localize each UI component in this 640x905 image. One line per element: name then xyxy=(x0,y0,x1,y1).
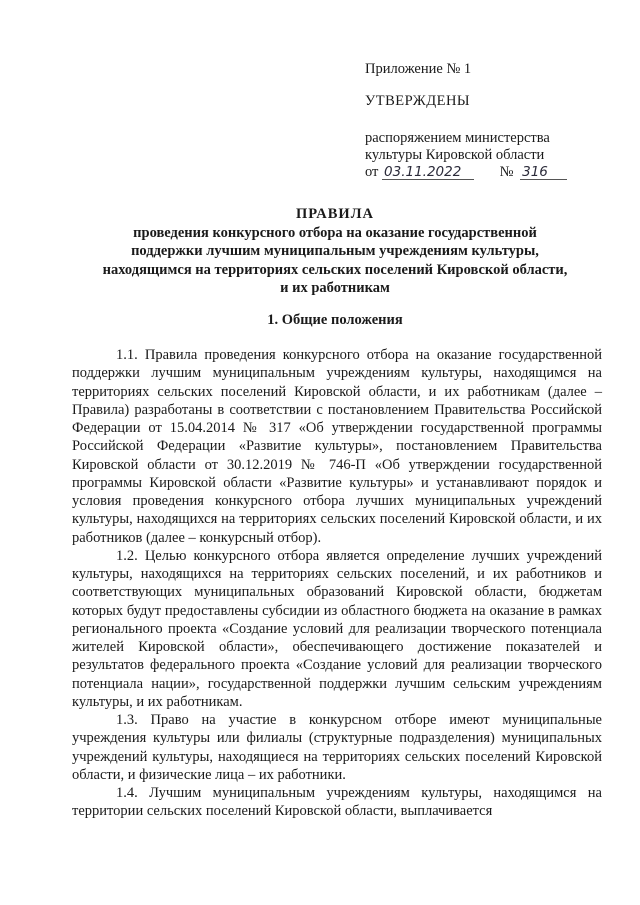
handwritten-date: 03.11.2022 xyxy=(382,165,474,180)
paragraph-1-4: 1.4. Лучшим муниципальным учреждениям культуры, находящимся на территории сельских поселений Кировской области, выплачивается xyxy=(72,785,602,820)
handwritten-number: 316 xyxy=(520,165,567,180)
decree-date-number-line xyxy=(365,164,605,181)
title-line-3: находящимся на территориях сельских поселений Кировской области, xyxy=(102,261,568,278)
number-label: № xyxy=(499,164,514,180)
title-line-1: проведения конкурсного отбора на оказание государственной xyxy=(133,224,537,241)
appendix-label: Приложение № 1 xyxy=(365,61,472,77)
section-heading: 1. Общие положения xyxy=(267,312,403,328)
body-text xyxy=(72,346,602,821)
document-title xyxy=(70,205,600,298)
paragraph-1-2: 1.2. Целью конкурсного отбора является определение лучших учреждений культуры, находящихся на территориях сельских поселений, и их работников и соответствующих муниципальных образований Кировской области, бюджетам которых будут предоставлены субсидии из областного бюджета на оказание в рамках регионального проекта «Создание условий для реализации творческого потенциала жителей Кировской области», обеспечивающего достижение показателей и результатов федерального проекта «Создание условий для реализации творческого потенциала нации», государственной поддержки лучшим сельским учреждениям культуры, и их работникам. xyxy=(72,547,602,710)
decree-reference xyxy=(365,130,605,181)
title-main: ПРАВИЛА xyxy=(296,206,374,222)
from-label: от xyxy=(365,164,379,180)
paragraph-1-1: 1.1. Правила проведения конкурсного отбора на оказание государственной поддержки лучшим муниципальным учреждениям культуры, находящимся на территориях сельских поселений Кировской области, и их работникам (далее – Правила) разработаны в соответствии с постановлением Правительства Российской Федерации от 15.04.2014 № 317 «Об утверждении государственной программы Российской Федерации «Развитие культуры», постановлением Правительства Кировской области от 30.12.2019 № 746-П «Об утверждении государственной программы Кировской области «Развитие культуры» и устанавливают порядок и условия проведения конкурсного отбора лучших муниципальных учреждений культуры, находящихся на территориях сельских поселений Кировской области, и их работников (далее – конкурсный отбор). xyxy=(72,347,602,546)
paragraph-1-3: 1.3. Право на участие в конкурсном отборе имеют муниципальные учреждения культуры или филиалы (структурные подразделения) муниципальных учреждений культуры, находящиеся на территориях сельских поселений Кировской области, и физические лица – их работники. xyxy=(72,712,602,783)
title-line-2: поддержки лучшим муниципальным учреждениям культуры, xyxy=(131,243,539,259)
approved-heading: УТВЕРЖДЕНЫ xyxy=(365,93,471,109)
title-line-4: и их работникам xyxy=(280,280,390,296)
decree-line-1: распоряжением министерства xyxy=(365,130,550,146)
approval-block xyxy=(365,60,605,181)
decree-line-2: культуры Кировской области xyxy=(365,147,545,163)
